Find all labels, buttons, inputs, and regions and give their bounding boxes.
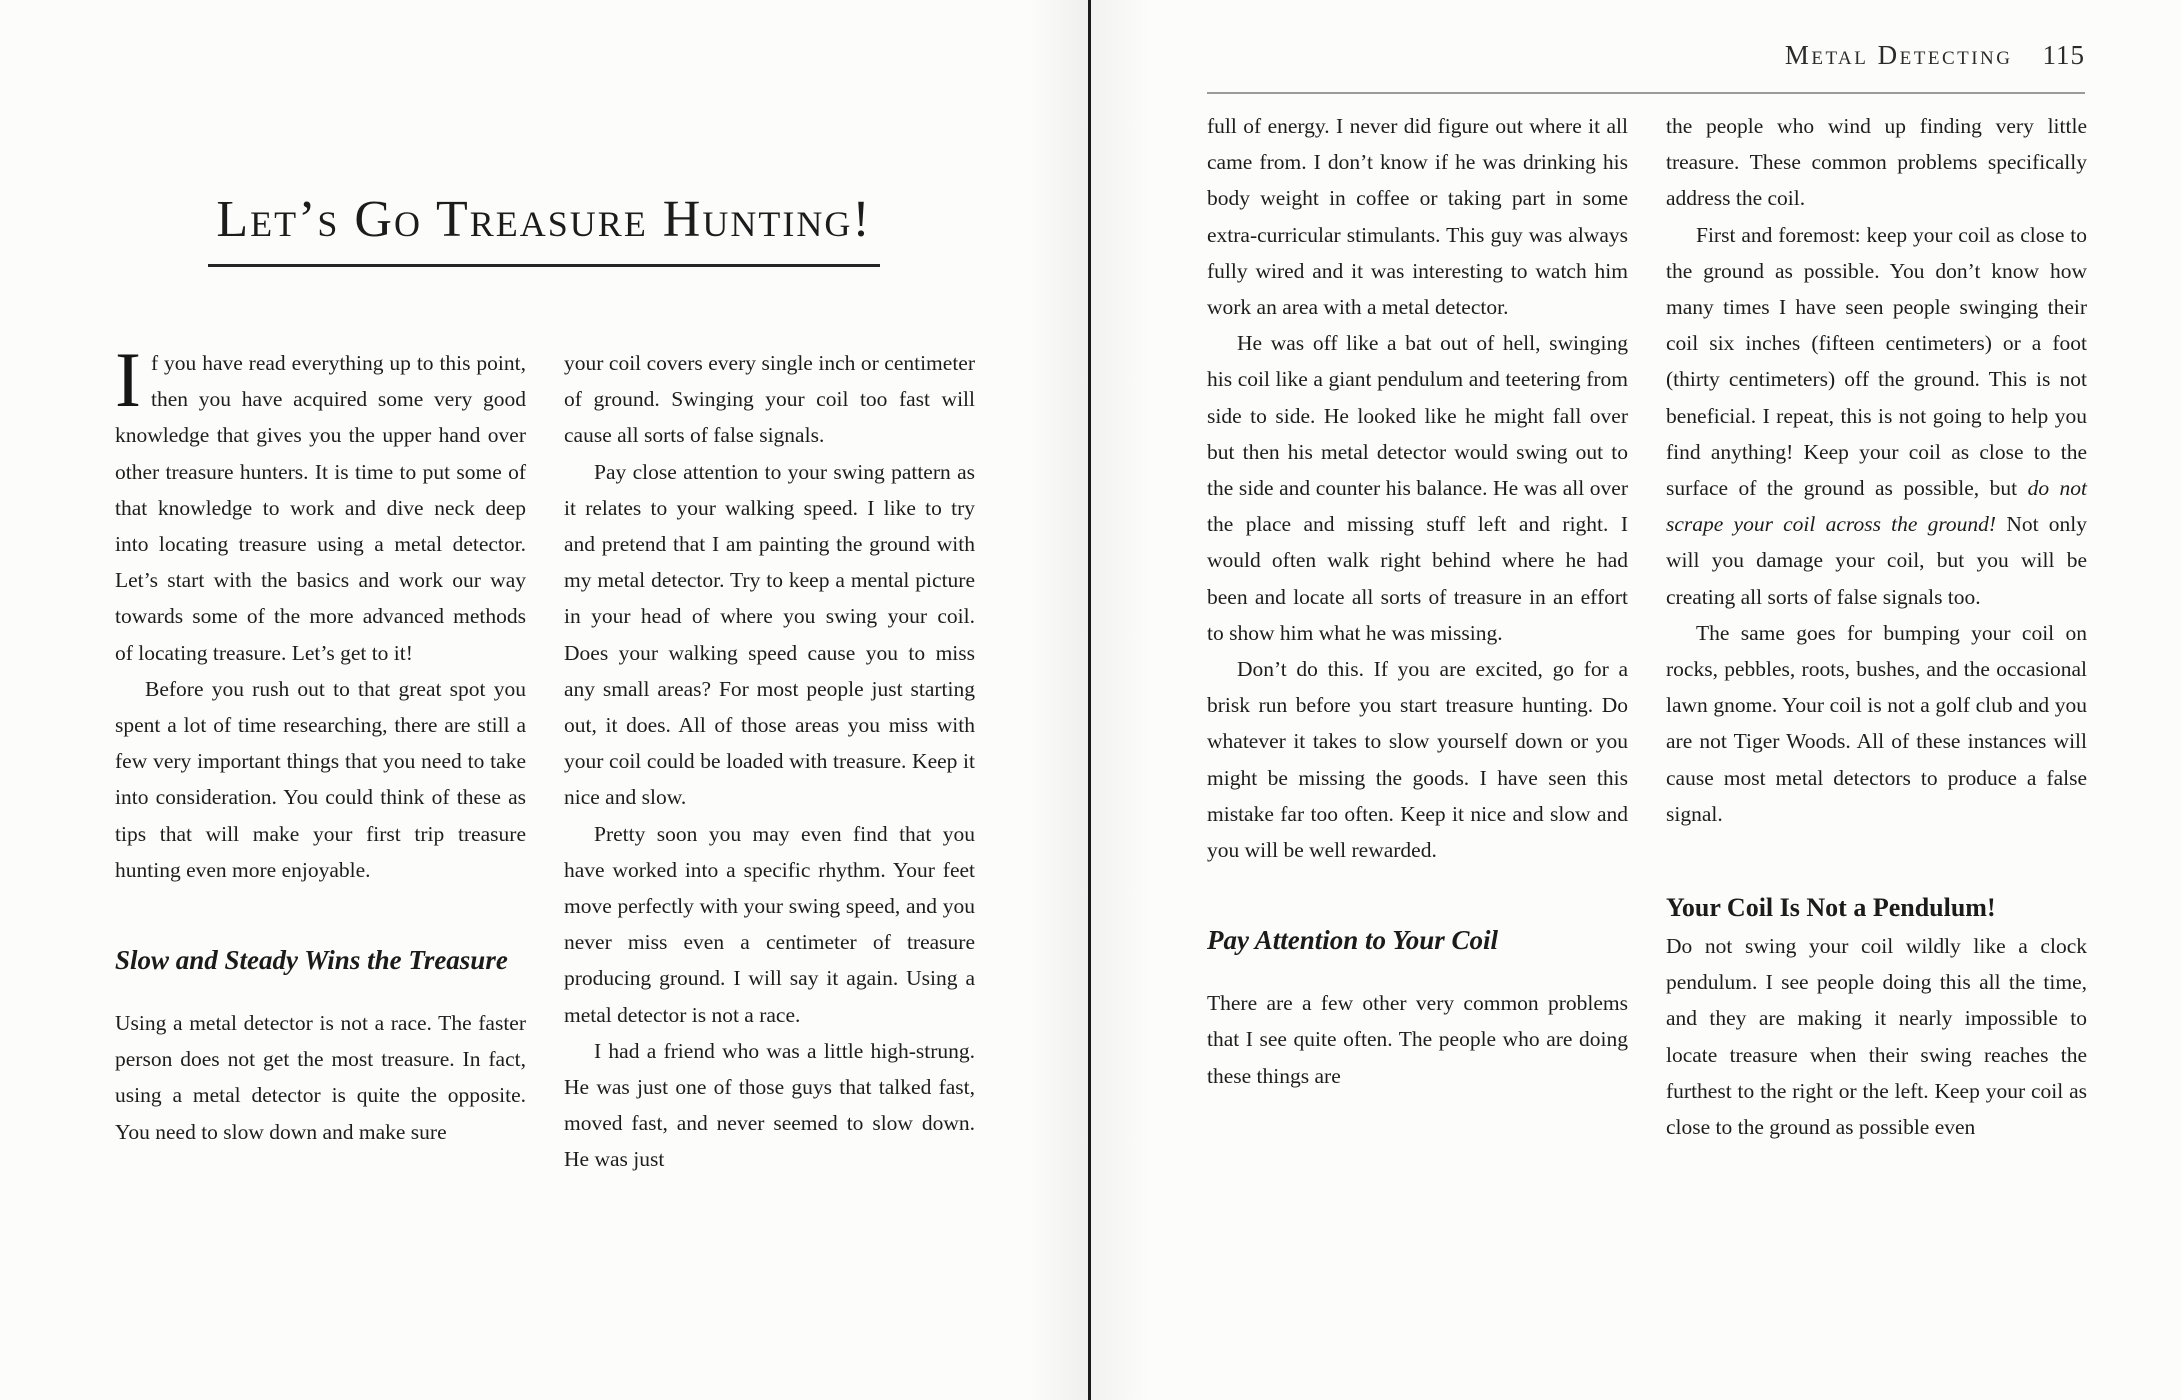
paragraph [115,336,526,671]
text-run: Pay close attention to your swing pattern as it relates to your walking speed. I like to try and pretend that I am painting the ground with my metal detector. Try to keep a mental picture in your head of where you swing your coil. Does your walking speed cause you to miss any small areas? For most people just starting out, it does. All of those areas you miss with your coil could be loaded with treasure. Keep it nice and slow. [564,459,975,810]
text-run: First and foremost: keep your coil as close to the ground as possible. You don’t know how many times I have seen people swinging their coil six inches (fifteen centimeters) or a foot (thirty centimeters) off the ground. This is not beneficial. I repeat, this is not going to help you find anything! Keep your coil as close to the surface of the ground as possible, but [1666,222,2087,501]
paragraph [564,816,975,1033]
text-run: He was off like a bat out of hell, swinging his coil like a giant pendulum and teetering from side to side. He looked like he might fall over but then his metal detector would swing out to the side and counter his balance. He was all over the place and missing stuff left and right. I would often walk right behind where he had been and locate all sorts of treasure in an effort to show him what he was missing. [1207,331,1628,645]
text-run: Pretty soon you may even find that you have worked into a specific rhythm. Your feet move perfectly with your swing speed, and you never miss even a centimeter of treasure producing ground. I will say it again. Using a metal detector is not a race. [564,821,975,1027]
paragraph [1666,217,2087,615]
text-column [1207,108,1628,1145]
text-run: Using a metal detector is not a race. The faster person does not get the most treasure. In fact, using a metal detector is quite the opposite. You need to slow down and make sure [115,1011,526,1144]
paragraph [115,671,526,888]
paragraph [1207,985,1628,1094]
paragraph [564,454,975,816]
section-title: Metal Detecting [1784,40,2013,70]
section-heading [1207,922,1628,958]
text-run: There are a few other very common problems that I see quite often. The people who are doing these things are [1207,991,1628,1088]
right-page-columns [1207,108,2087,1145]
paragraph-continuation [564,345,975,454]
text-run: f you have read everything up to this point, then you have acquired some very good knowledge that gives you the upper hand over other treasure hunters. It is time to put some of that knowledge to work and dive neck deep into locating treasure using a metal detector. Let’s start with the basics and work our way towards some of the more advanced methods of locating treasure. Let’s get to it! [115,351,526,665]
text-run: I had a friend who was a little high-strung. He was just one of those guys that talked fast, moved fast, and never seemed to slow down. He was just [564,1038,975,1172]
text-column [115,336,526,1178]
text-run: Do not swing your coil wildly like a clock pendulum. I see people doing this all the time, and they are making it nearly impossible to locate treasure when their swing reaches the furthest to the right or the left. Keep your coil as close to the ground as possible even [1666,934,2087,1140]
page-number: 115 [2042,40,2085,70]
text-run: Don’t do this. If you are excited, go for a brisk run before you start treasure hunting. Do whatever it takes to slow yourself down or you might be missing the goods. I have seen this mistake far too often. Keep it nice and slow and you will be well rewarded. [1207,657,1628,863]
text-run: Before you rush out to that great spot you spent a lot of time researching, there are still a few very important things that you need to take into consideration. You could think of these as tips that will make your first trip treasure hunting even more enjoyable. [115,676,526,882]
paragraph [1207,651,1628,868]
text-run: Your Coil Is Not a Pendulum! [1666,893,1996,923]
text-run: the people who wind up finding very little treasure. These common problems specifically address the coil. [1666,114,2087,211]
text-run: The same goes for bumping your coil on rocks, pebbles, roots, bushes, and the occasional lawn gnome. Your coil is not a golf club and you are not Tiger Woods. All of these instances will cause most metal detectors to produce a false signal. [1666,620,2087,826]
text-run: Not only will you damage your coil, but you will be creating all sorts of false signals too. [1666,512,2087,609]
paragraph [1207,325,1628,651]
paragraph [115,1005,526,1150]
drop-cap: I [115,336,141,423]
section-heading [1666,890,2087,926]
running-header [1207,40,2085,71]
chapter-title: Let’s Go Treasure Hunting! [208,193,879,267]
paragraph [1666,928,2087,1145]
paragraph [1666,615,2087,832]
italic-emphasis: do not scrape your coil across the ground! [1666,476,2087,537]
text-column [564,345,975,1178]
right-page [1091,0,2181,1400]
text-run: Pay Attention to Your Coil [1207,925,1499,956]
left-page-columns [115,336,975,1178]
paragraph-continuation [1666,108,2087,217]
chapter-title-area [0,193,1088,267]
header-rule [1207,92,2085,94]
section-heading [115,942,526,978]
text-column [1666,108,2087,1145]
text-run: full of energy. I never did figure out where it all came from. I don’t know if he was drinking his body weight in coffee or taking part in some extra-curricular stimulants. This guy was always fully wired and it was interesting to watch him work an area with a metal detector. [1207,114,1628,320]
text-run: Slow and Steady Wins the Treasure [115,945,508,976]
text-run: your coil covers every single inch or centimeter of ground. Swinging your coil too fast will cause all sorts of false signals. [564,351,975,448]
paragraph-continuation [1207,108,1628,325]
paragraph [564,1033,975,1178]
left-page [0,0,1088,1400]
